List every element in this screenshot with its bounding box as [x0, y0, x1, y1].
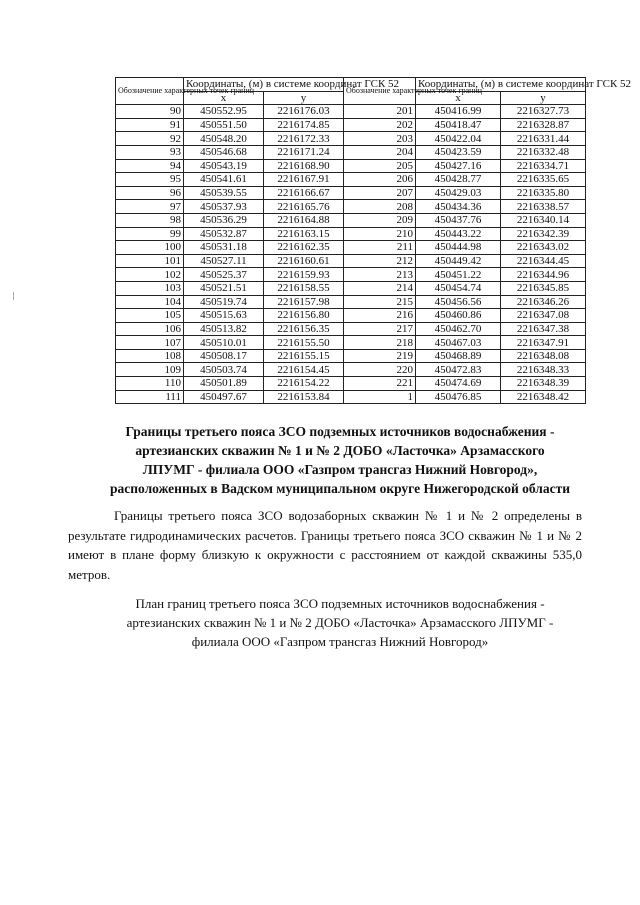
- left-x-value: 450519.74: [184, 295, 264, 309]
- left-point-number: 97: [116, 200, 184, 214]
- right-point-number: 214: [344, 281, 416, 295]
- left-y-value: 2216162.35: [264, 241, 344, 255]
- plan-line: План границ третьего пояса ЗСО подземных источников водоснабжения -: [135, 596, 545, 611]
- heading-line: расположенных в Вадском муниципальном округе Нижегородской области: [109, 481, 570, 496]
- right-y-value: 2216344.45: [501, 254, 586, 268]
- table-row: [116, 322, 586, 336]
- right-point-number: 206: [344, 173, 416, 187]
- left-y-value: 2216171.24: [264, 145, 344, 159]
- left-x-header: x: [184, 91, 264, 105]
- table-row: [116, 145, 586, 159]
- left-y-value: 2216163.15: [264, 227, 344, 241]
- left-point-number: 99: [116, 227, 184, 241]
- table-row: [116, 227, 586, 241]
- right-x-value: 450423.59: [416, 145, 501, 159]
- right-y-value: 2216328.87: [501, 118, 586, 132]
- table-row: [116, 377, 586, 391]
- right-coords-header: Координаты, (м) в системе координат ГСК 52: [416, 78, 586, 92]
- left-x-value: 450552.95: [184, 105, 264, 119]
- heading-line: Границы третьего пояса ЗСО подземных источников водоснабжения -: [125, 424, 555, 439]
- left-point-number: 107: [116, 336, 184, 350]
- left-y-value: 2216168.90: [264, 159, 344, 173]
- left-y-value: 2216166.67: [264, 186, 344, 200]
- right-x-value: 450444.98: [416, 241, 501, 255]
- right-y-value: 2216334.71: [501, 159, 586, 173]
- right-point-number: 217: [344, 322, 416, 336]
- table-row: [116, 390, 586, 404]
- left-y-value: 2216155.50: [264, 336, 344, 350]
- right-point-number: 211: [344, 241, 416, 255]
- left-x-value: 450513.82: [184, 322, 264, 336]
- right-y-value: 2216331.44: [501, 132, 586, 146]
- right-point-number: 221: [344, 377, 416, 391]
- right-y-header: y: [501, 91, 586, 105]
- left-y-value: 2216165.76: [264, 200, 344, 214]
- right-x-value: 450416.99: [416, 105, 501, 119]
- right-point-number: 204: [344, 145, 416, 159]
- right-point-header: Обозначение характерных точек границ: [344, 78, 416, 105]
- left-point-number: 109: [116, 363, 184, 377]
- left-x-value: 450521.51: [184, 281, 264, 295]
- right-y-value: 2216335.80: [501, 186, 586, 200]
- left-y-value: 2216154.22: [264, 377, 344, 391]
- left-y-value: 2216172.33: [264, 132, 344, 146]
- left-x-value: 450537.93: [184, 200, 264, 214]
- left-y-value: 2216160.61: [264, 254, 344, 268]
- right-y-value: 2216348.08: [501, 349, 586, 363]
- left-y-value: 2216157.98: [264, 295, 344, 309]
- table-row: [116, 309, 586, 323]
- body-paragraph: Границы третьего пояса ЗСО водозаборных скважин № 1 и № 2 определены в результате гидродинамических расчетов. Границы третьего пояса ЗСО скважин № 1 и № 2 имеют в плане форму близкую к окружности с расстоянием от каждой скважины 535,0 метров.: [68, 508, 582, 582]
- right-x-value: 450467.03: [416, 336, 501, 350]
- left-x-value: 450501.89: [184, 377, 264, 391]
- right-y-value: 2216347.91: [501, 336, 586, 350]
- right-point-number: 205: [344, 159, 416, 173]
- left-x-value: 450546.68: [184, 145, 264, 159]
- left-point-number: 96: [116, 186, 184, 200]
- right-y-value: 2216340.14: [501, 213, 586, 227]
- right-x-value: 450428.77: [416, 173, 501, 187]
- right-x-header: x: [416, 91, 501, 105]
- left-y-header: y: [264, 91, 344, 105]
- right-x-value: 450456.56: [416, 295, 501, 309]
- left-x-value: 450503.74: [184, 363, 264, 377]
- left-x-value: 450515.63: [184, 309, 264, 323]
- table-row: [116, 159, 586, 173]
- left-x-value: 450508.17: [184, 349, 264, 363]
- left-x-value: 450539.55: [184, 186, 264, 200]
- left-x-value: 450532.87: [184, 227, 264, 241]
- table-row: [116, 295, 586, 309]
- left-y-value: 2216158.55: [264, 281, 344, 295]
- table-row: [116, 336, 586, 350]
- section-heading: [100, 422, 580, 498]
- left-x-value: 450531.18: [184, 241, 264, 255]
- right-x-value: 450468.89: [416, 349, 501, 363]
- left-y-value: 2216164.88: [264, 213, 344, 227]
- plan-caption: [98, 594, 582, 651]
- table-row: [116, 186, 586, 200]
- left-point-number: 95: [116, 173, 184, 187]
- left-point-header: Обозначение характерных точек границ: [116, 78, 184, 105]
- right-point-number: 1: [344, 390, 416, 404]
- left-x-value: 450525.37: [184, 268, 264, 282]
- plan-line: артезианских скважин № 1 и № 2 ДОБО «Ласточка» Арзамасского ЛПУМГ -: [126, 615, 554, 630]
- table-row: [116, 213, 586, 227]
- left-point-number: 102: [116, 268, 184, 282]
- left-coords-header: Координаты, (м) в системе координат ГСК 52: [184, 78, 344, 92]
- right-x-value: 450427.16: [416, 159, 501, 173]
- left-point-number: 105: [116, 309, 184, 323]
- right-y-value: 2216332.48: [501, 145, 586, 159]
- right-x-value: 450474.69: [416, 377, 501, 391]
- right-point-number: 207: [344, 186, 416, 200]
- table-row: [116, 132, 586, 146]
- right-x-value: 450429.03: [416, 186, 501, 200]
- right-x-value: 450418.47: [416, 118, 501, 132]
- right-y-value: 2216338.57: [501, 200, 586, 214]
- right-x-value: 450451.22: [416, 268, 501, 282]
- heading-line: артезианских скважин № 1 и № 2 ДОБО «Ласточка» Арзамасского: [135, 443, 545, 458]
- right-point-number: 218: [344, 336, 416, 350]
- table-row: [116, 363, 586, 377]
- left-y-value: 2216156.80: [264, 309, 344, 323]
- left-point-number: 108: [116, 349, 184, 363]
- table-row: [116, 173, 586, 187]
- right-y-value: 2216348.42: [501, 390, 586, 404]
- left-y-value: 2216174.85: [264, 118, 344, 132]
- right-y-value: 2216347.08: [501, 309, 586, 323]
- left-x-value: 450543.19: [184, 159, 264, 173]
- left-x-value: 450497.67: [184, 390, 264, 404]
- left-x-value: 450527.11: [184, 254, 264, 268]
- left-x-value: 450548.20: [184, 132, 264, 146]
- table-row: [116, 281, 586, 295]
- left-point-number: 111: [116, 390, 184, 404]
- right-y-value: 2216344.96: [501, 268, 586, 282]
- left-y-value: 2216167.91: [264, 173, 344, 187]
- table-row: [116, 254, 586, 268]
- left-point-number: 93: [116, 145, 184, 159]
- table-header-row: [116, 78, 586, 92]
- right-x-value: 450422.04: [416, 132, 501, 146]
- left-point-number: 101: [116, 254, 184, 268]
- right-x-value: 450437.76: [416, 213, 501, 227]
- right-x-value: 450454.74: [416, 281, 501, 295]
- table-row: [116, 349, 586, 363]
- left-point-number: 90: [116, 105, 184, 119]
- left-y-value: 2216159.93: [264, 268, 344, 282]
- right-x-value: 450460.86: [416, 309, 501, 323]
- right-point-number: 209: [344, 213, 416, 227]
- right-point-number: 210: [344, 227, 416, 241]
- right-y-value: 2216348.39: [501, 377, 586, 391]
- right-point-number: 219: [344, 349, 416, 363]
- left-x-value: 450541.61: [184, 173, 264, 187]
- left-point-number: 103: [116, 281, 184, 295]
- left-x-value: 450536.29: [184, 213, 264, 227]
- left-y-value: 2216176.03: [264, 105, 344, 119]
- left-y-value: 2216154.45: [264, 363, 344, 377]
- left-x-value: 450551.50: [184, 118, 264, 132]
- left-point-number: 104: [116, 295, 184, 309]
- left-point-number: 94: [116, 159, 184, 173]
- left-point-number: 91: [116, 118, 184, 132]
- right-point-number: 208: [344, 200, 416, 214]
- right-point-number: 203: [344, 132, 416, 146]
- left-y-value: 2216156.35: [264, 322, 344, 336]
- right-point-number: 216: [344, 309, 416, 323]
- table-body: [116, 105, 586, 404]
- margin-mark: [13, 292, 16, 300]
- right-x-value: 450462.70: [416, 322, 501, 336]
- right-y-value: 2216343.02: [501, 241, 586, 255]
- plan-line: филиала ООО «Газпром трансгаз Нижний Новгород»: [191, 634, 489, 649]
- table-row: [116, 241, 586, 255]
- left-point-number: 106: [116, 322, 184, 336]
- heading-line: ЛПУМГ - филиала ООО «Газпром трансгаз Нижний Новгород»,: [142, 462, 538, 477]
- right-y-value: 2216327.73: [501, 105, 586, 119]
- right-y-value: 2216348.33: [501, 363, 586, 377]
- left-point-number: 110: [116, 377, 184, 391]
- right-x-value: 450472.83: [416, 363, 501, 377]
- right-point-number: 212: [344, 254, 416, 268]
- right-point-number: 202: [344, 118, 416, 132]
- table-row: [116, 118, 586, 132]
- table-row: [116, 268, 586, 282]
- left-y-value: 2216155.15: [264, 349, 344, 363]
- left-y-value: 2216153.84: [264, 390, 344, 404]
- right-x-value: 450434.36: [416, 200, 501, 214]
- coordinates-table: [115, 77, 632, 404]
- right-y-value: 2216347.38: [501, 322, 586, 336]
- left-point-number: 98: [116, 213, 184, 227]
- table-row: [116, 105, 586, 119]
- right-x-value: 450443.22: [416, 227, 501, 241]
- right-point-number: 220: [344, 363, 416, 377]
- right-y-value: 2216335.65: [501, 173, 586, 187]
- right-y-value: 2216342.39: [501, 227, 586, 241]
- right-y-value: 2216346.26: [501, 295, 586, 309]
- right-x-value: 450476.85: [416, 390, 501, 404]
- right-x-value: 450449.42: [416, 254, 501, 268]
- table-row: [116, 200, 586, 214]
- left-point-number: 100: [116, 241, 184, 255]
- left-x-value: 450510.01: [184, 336, 264, 350]
- right-point-number: 201: [344, 105, 416, 119]
- left-point-number: 92: [116, 132, 184, 146]
- right-point-number: 215: [344, 295, 416, 309]
- right-y-value: 2216345.85: [501, 281, 586, 295]
- right-point-number: 213: [344, 268, 416, 282]
